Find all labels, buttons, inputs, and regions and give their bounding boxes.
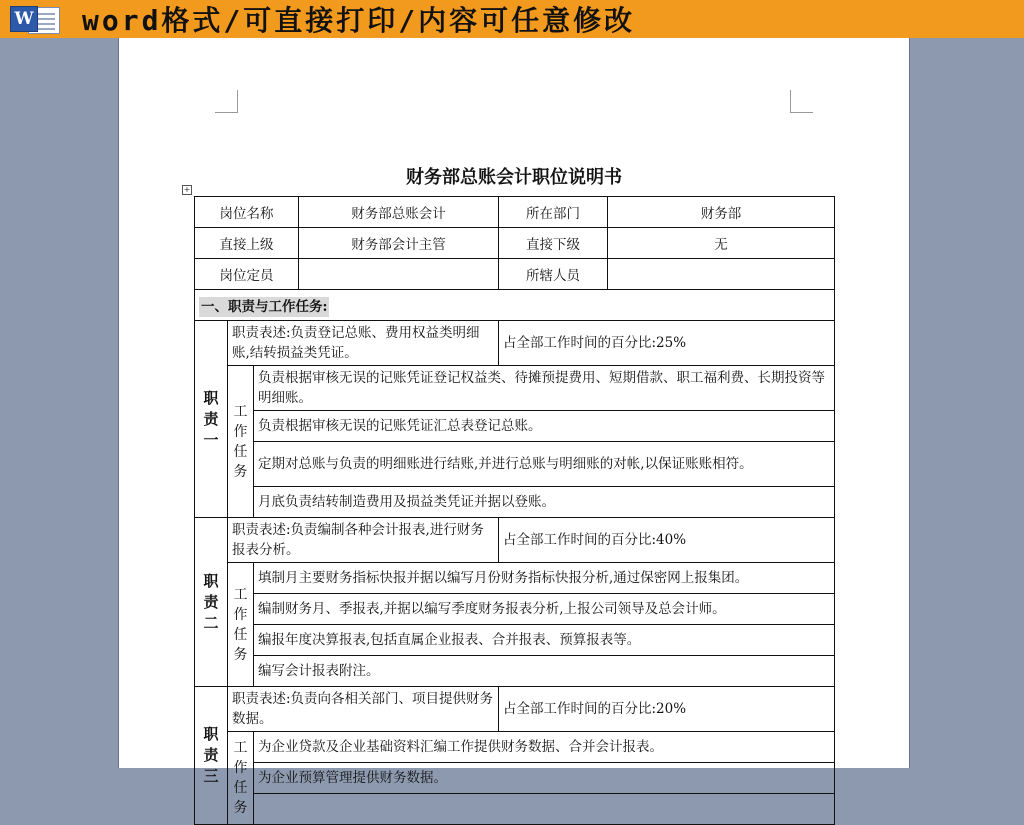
task-label: 工 作 任 务: [228, 366, 254, 518]
info-cell: [299, 259, 499, 290]
info-row: [195, 228, 835, 259]
info-cell: 所辖人员: [499, 259, 608, 290]
info-cell: 直接下级: [499, 228, 608, 259]
banner-text: word格式/可直接打印/内容可任意修改: [82, 4, 636, 37]
info-cell: 财务部总账会计: [299, 197, 499, 228]
duty-description: 职责表述:负责编制各种会计报表,进行财务报表分析。: [228, 518, 499, 563]
task-row: [195, 563, 835, 594]
info-cell: [608, 259, 835, 290]
task-row: [195, 366, 835, 411]
task-label: 工 作 任 务: [228, 732, 254, 825]
table-move-handle-icon[interactable]: +: [183, 185, 191, 194]
info-cell: 所在部门: [499, 197, 608, 228]
task-text: 负责根据审核无误的记账凭证登记权益类、待摊预提费用、短期借款、职工福利费、长期投资等明细账。: [254, 366, 835, 411]
task-text: 编制财务月、季报表,并据以编写季度财务报表分析,上报公司领导及总会计师。: [254, 594, 835, 625]
word-letter-icon: W: [10, 6, 38, 32]
margin-corner-top-left: [215, 90, 238, 113]
document-title: 财务部总账会计职位说明书: [406, 167, 622, 188]
section-title: [195, 290, 835, 321]
section-row: [195, 290, 835, 321]
duty-label: 职 责 三: [195, 687, 228, 825]
task-row: [195, 487, 835, 518]
document-page: [118, 38, 910, 816]
task-text: 填制月主要财务指标快报并据以编写月份财务指标快报分析,通过保密网上报集团。: [254, 563, 835, 594]
duty-description-row: [195, 321, 835, 366]
duty-description: 职责表述:负责登记总账、费用权益类明细账,结转损益类凭证。: [228, 321, 499, 366]
task-row: [195, 625, 835, 656]
task-row: [195, 732, 835, 763]
word-document-icon: [10, 4, 66, 34]
info-cell: 无: [608, 228, 835, 259]
task-text: 定期对总账与负责的明细账进行结账,并进行总账与明细账的对帐,以保证账账相符。: [254, 442, 835, 487]
margin-corner-top-right: [790, 90, 813, 113]
task-row: [195, 411, 835, 442]
task-text: [254, 794, 835, 825]
top-banner: [0, 0, 1024, 38]
duty-description: 职责表述:负责向各相关部门、项目提供财务数据。: [228, 687, 499, 732]
info-cell: 财务部: [608, 197, 835, 228]
info-cell: 岗位名称: [195, 197, 299, 228]
duty-percent: 占全部工作时间的百分比:20%: [499, 687, 835, 732]
duty-label: 职 责 二: [195, 518, 228, 687]
task-row: [195, 763, 835, 794]
task-text: 为企业贷款及企业基础资料汇编工作提供财务数据、合并会计报表。: [254, 732, 835, 763]
info-cell: 岗位定员: [195, 259, 299, 290]
task-text: 为企业预算管理提供财务数据。: [254, 763, 835, 794]
job-description-table: [194, 196, 835, 825]
duty-percent: 占全部工作时间的百分比:25%: [499, 321, 835, 366]
task-row: [195, 594, 835, 625]
task-text: 负责根据审核无误的记账凭证汇总表登记总账。: [254, 411, 835, 442]
task-text: 编报年度决算报表,包括直属企业报表、合并报表、预算报表等。: [254, 625, 835, 656]
task-text: 月底负责结转制造费用及损益类凭证并据以登账。: [254, 487, 835, 518]
task-row: [195, 442, 835, 487]
section-title-text: 一、职责与工作任务:: [201, 299, 328, 315]
task-row: [195, 656, 835, 687]
info-cell: 直接上级: [195, 228, 299, 259]
duty-description-row: [195, 518, 835, 563]
duty-description-row: [195, 687, 835, 732]
duty-percent: 占全部工作时间的百分比:40%: [499, 518, 835, 563]
task-row: [195, 794, 835, 825]
task-text: 编写会计报表附注。: [254, 656, 835, 687]
info-row: [195, 197, 835, 228]
info-row: [195, 259, 835, 290]
info-cell: 财务部会计主管: [299, 228, 499, 259]
task-label: 工 作 任 务: [228, 563, 254, 687]
duty-label: 职 责 一: [195, 321, 228, 518]
